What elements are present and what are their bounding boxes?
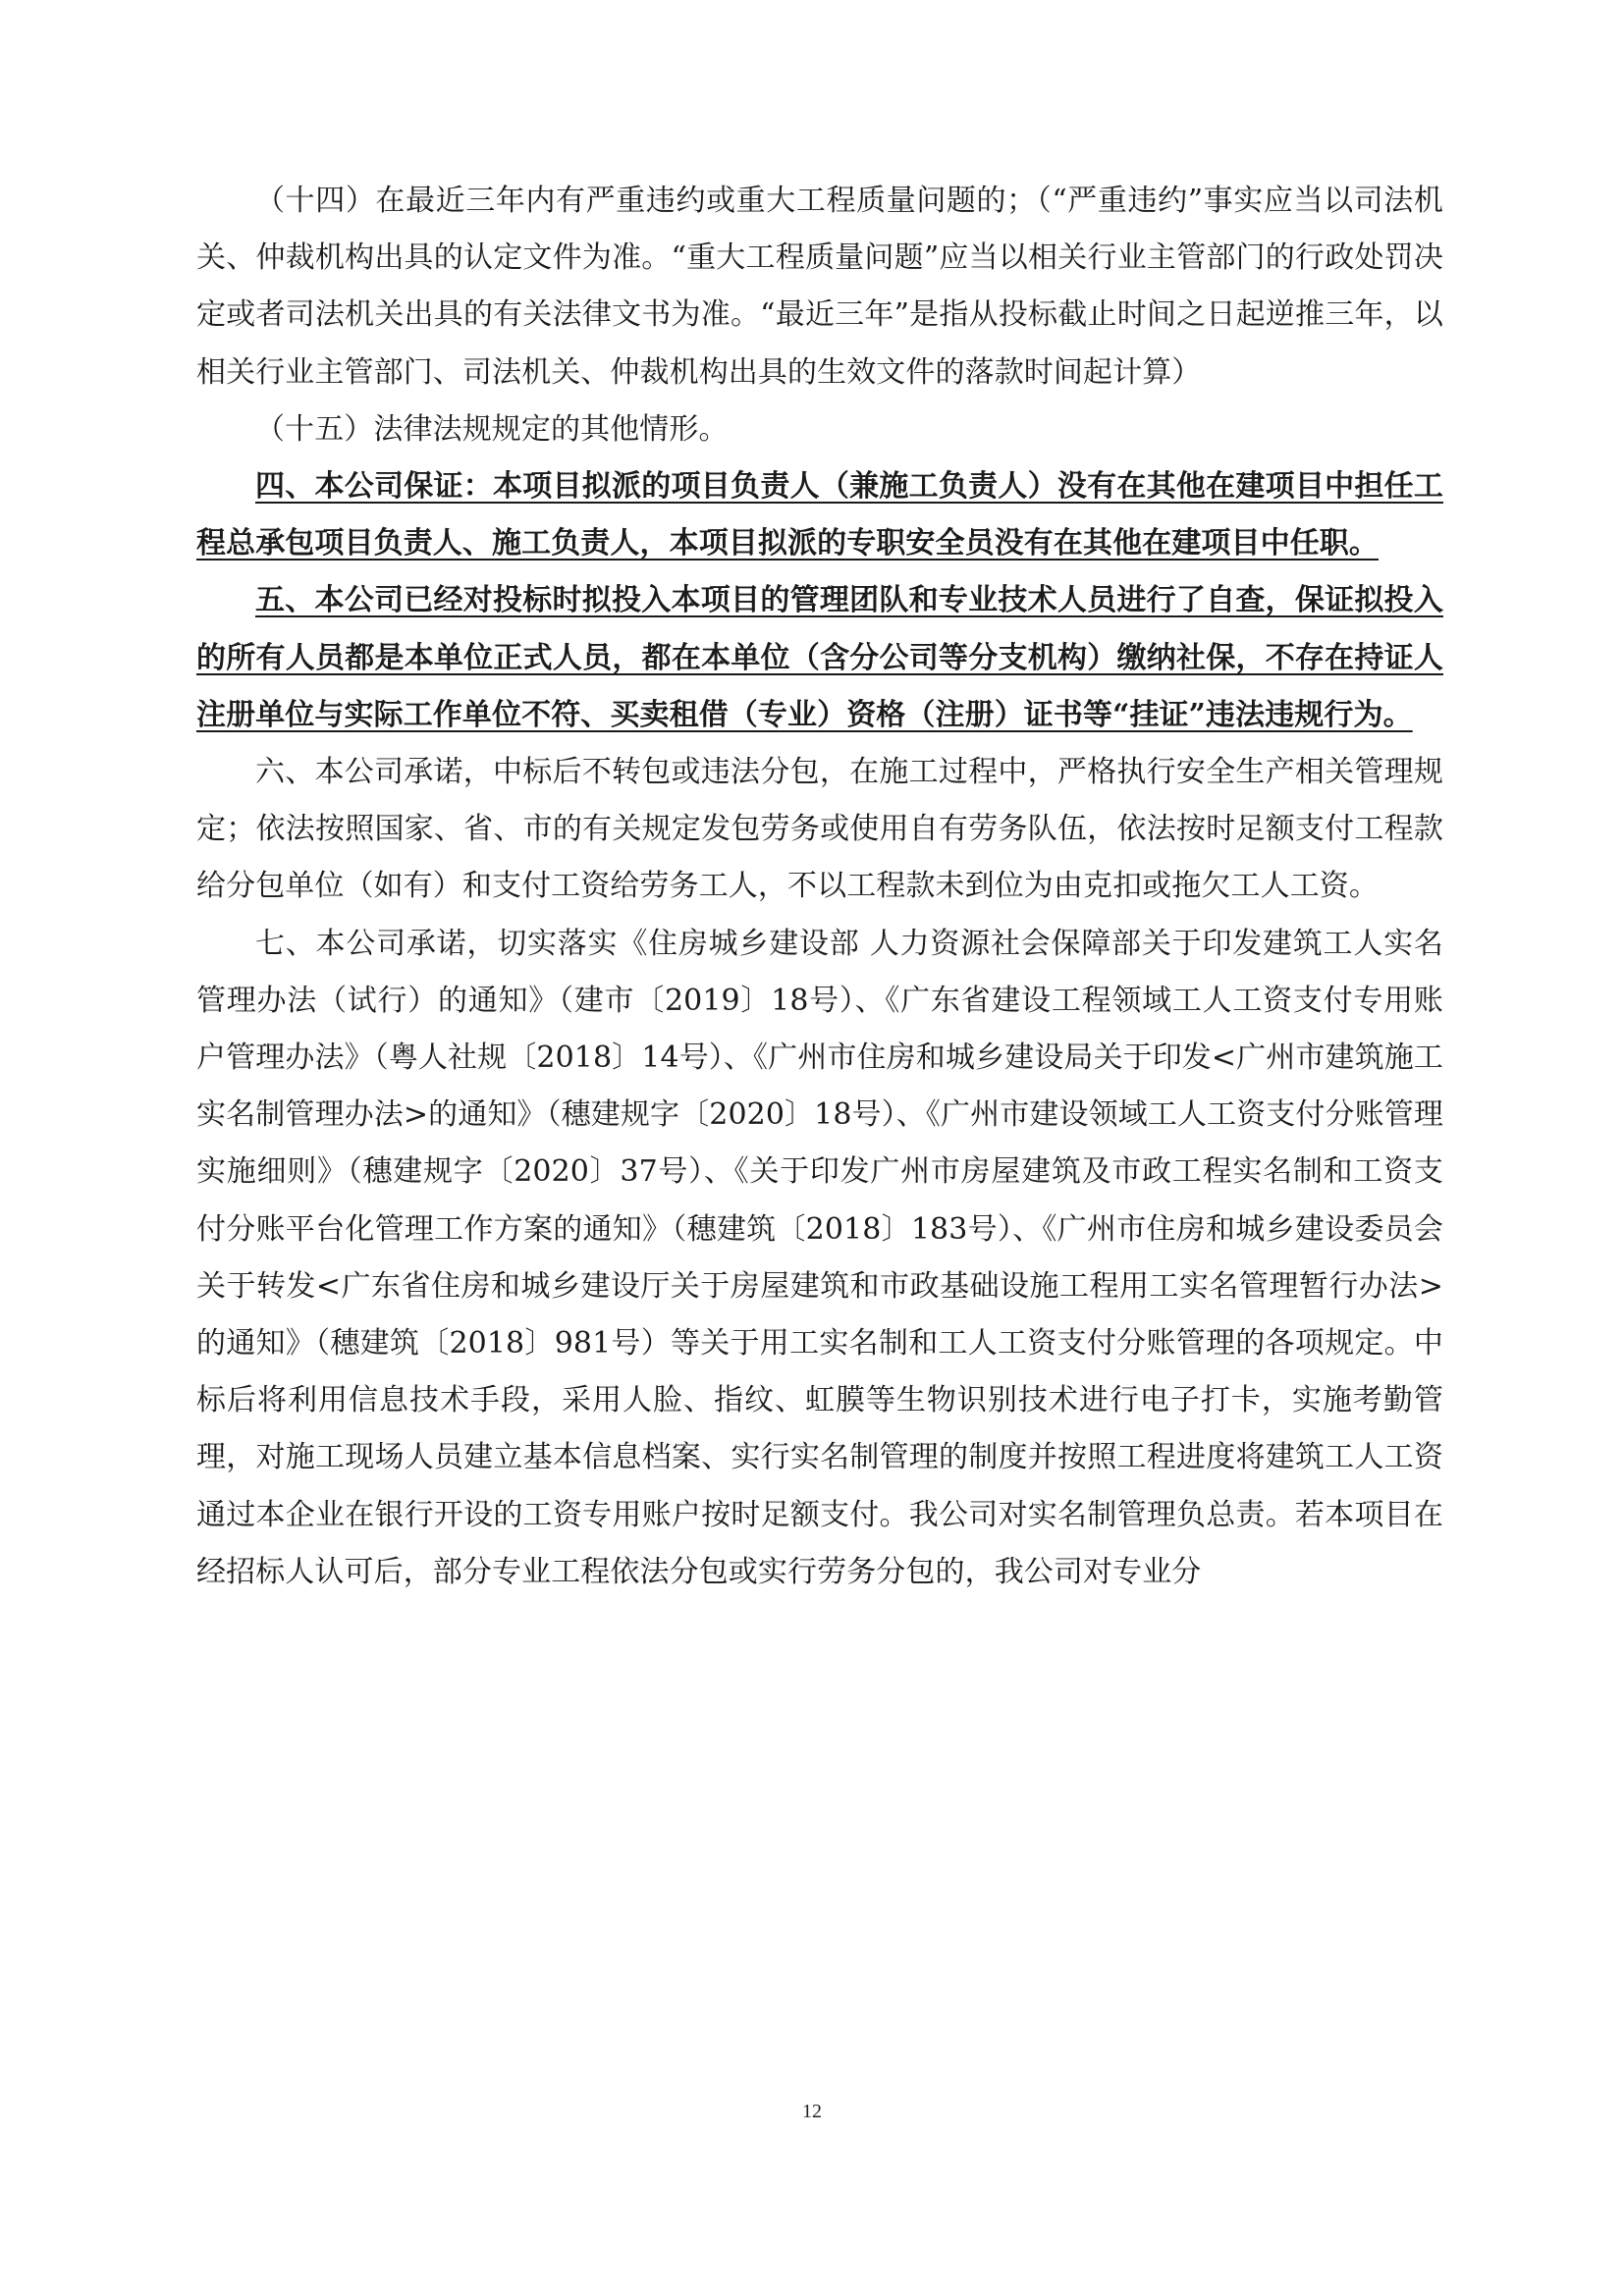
paragraph-clause-4: 四、本公司保证：本项目拟派的项目负责人（兼施工负责人）没有在其他在建项目中担任工程总承包项目负责人、施工负责人，本项目拟派的专职安全员没有在其他在建项目中任职。 — [196, 469, 1443, 561]
paragraph-clause-5: 五、本公司已经对投标时拟投入本项目的管理团队和专业技术人员进行了自查，保证拟投入的所有人员都是本单位正式人员，都在本单位（含分公司等分支机构）缴纳社保，不存在持证人注册单位与实际工作单位不符、买卖租借（专业）资格（注册）证书等“挂证”违法违规行为。 — [196, 583, 1443, 732]
paragraph-item-15: （十五）法律法规规定的其他情形。 — [255, 411, 729, 447]
document-body — [196, 173, 1443, 1601]
paragraph-clause-7: 七、本公司承诺，切实落实《住房城乡建设部 人力资源社会保障部关于印发建筑工人实名管理办法（试行）的通知》（建市〔2019〕18号）、《广东省建设工程领域工人工资支付专用账户管理办法》（粤人社规〔2018〕14号）、《广州市住房和城乡建设局关于印发<广州市建筑施工实名制管理办法>的通知》（穗建规字〔2020〕18号）、《广州市建设领域工人工资支付分账管理实施细则》（穗建规字〔2020〕37号）、《关于印发广州市房屋建筑及市政工程实名制和工资支付分账平台化管理工作方案的通知》（穗建筑〔2018〕183号）、《广州市住房和城乡建设委员会关于转发<广东省住房和城乡建设厅关于房屋建筑和市政基础设施工程用工实名管理暂行办法>的通知》（穗建筑〔2018〕981号）等关于用工实名制和工人工资支付分账管理的各项规定。中标后将利用信息技术手段，采用人脸、指纹、虹膜等生物识别技术进行电子打卡，实施考勤管理，对施工现场人员建立基本信息档案、实行实名制管理的制度并按照工程进度将建筑工人工资通过本企业在银行开设的工资专用账户按时足额支付。我公司对实名制管理负总责。若本项目在经招标人认可后，部分专业工程依法分包或实行劳务分包的，我公司对专业分 — [196, 926, 1443, 1589]
page-number: 12 — [802, 2101, 822, 2122]
paragraph-clause-6: 六、本公司承诺，中标后不转包或违法分包，在施工过程中，严格执行安全生产相关管理规定；依法按照国家、省、市的有关规定发包劳务或使用自有劳务队伍，依法按时足额支付工程款给分包单位（如有）和支付工资给劳务工人，不以工程款未到位为由克扣或拖欠工人工资。 — [196, 755, 1443, 904]
paragraph-item-14: （十四）在最近三年内有严重违约或重大工程质量问题的；（“严重违约”事实应当以司法机关、仲裁机构出具的认定文件为准。“重大工程质量问题”应当以相关行业主管部门的行政处罚决定或者司法机关出具的有关法律文书为准。“最近三年”是指从投标截止时间之日起逆推三年，以相关行业主管部门、司法机关、仲裁机构出具的生效文件的落款时间起计算） — [196, 184, 1443, 390]
